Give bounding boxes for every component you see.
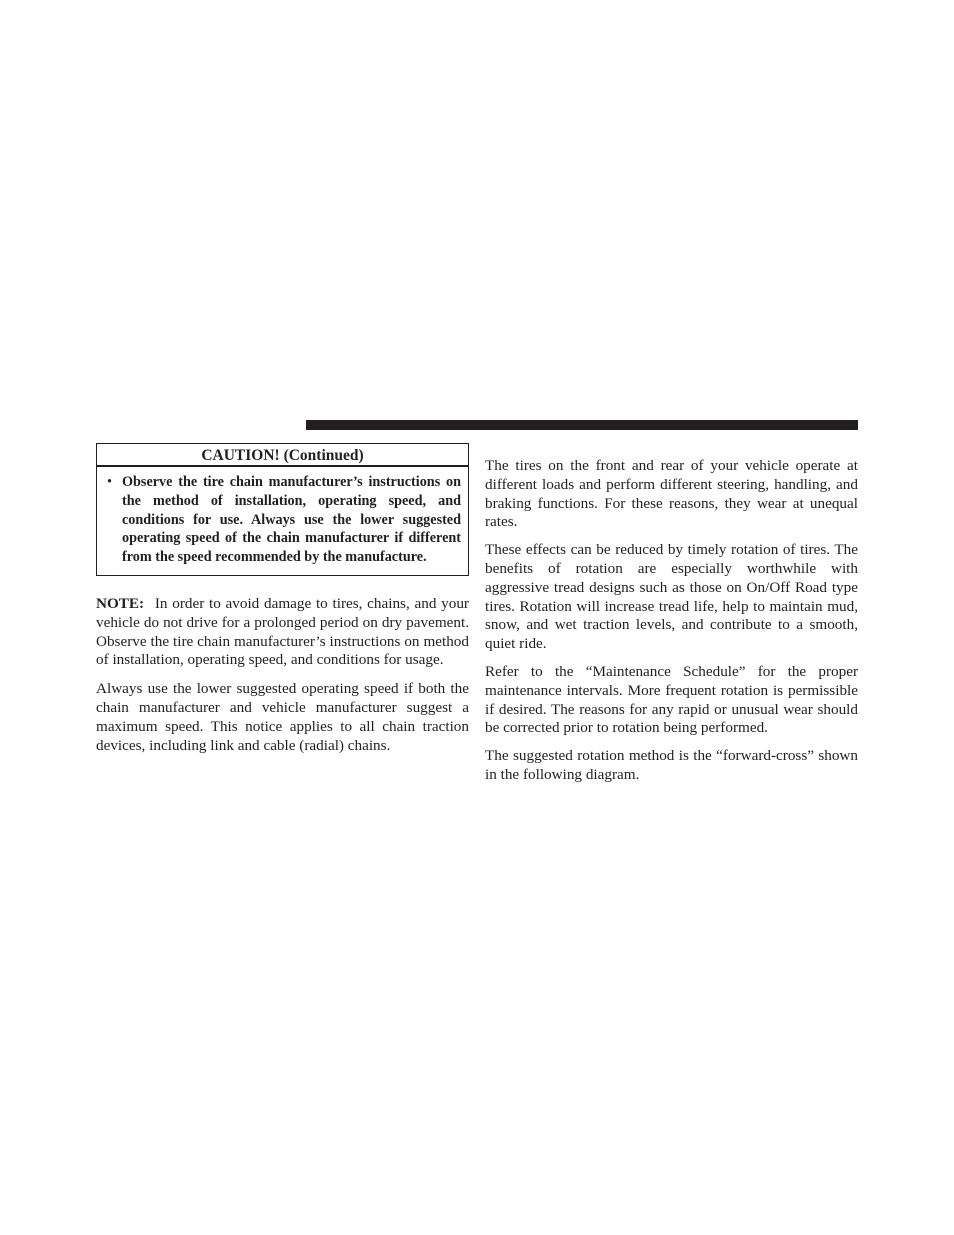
caution-item-text: Observe the tire chain manufacturer’s instructions on the method of installation, operating speed, and conditions for use. Always use the lower suggested operating speed of the chain manufacturer if different from the speed recommended by the manufacture. [122,474,461,566]
chain-speed-paragraph: Always use the lower suggested operating speed if both the chain manufacturer and vehicle manufacturer suggest a maximum speed. This notice applies to all chain traction devices, including link and cable (radial) chains. [96,680,469,754]
note-paragraph [96,595,469,670]
rotation-benefits-paragraph: These effects can be reduced by timely rotation of tires. The benefits of rotation are especially worthwhile with aggressive tread designs such as those on On/Off Road type tires. Rotation will increase tread life, help to maintain mud, snow, and wet traction levels, and contribute to a smooth, quiet ride. [485,541,858,653]
rotation-method-paragraph: The suggested rotation method is the “forward-cross” shown in the following diagram. [485,747,858,783]
caution-box [96,443,469,576]
note-label: NOTE: [96,594,145,612]
note-text: In order to avoid damage to tires, chains, and your vehicle do not drive for a prolonged period on dry pavement. Observe the tire chain manufacturer’s instructions on method of installation, operating speed, and conditions for usage. [96,594,469,669]
caution-item [107,473,461,567]
tire-wear-paragraph: The tires on the front and rear of your vehicle operate at different loads and perform different steering, handling, and braking functions. For these reasons, they wear at unequal rates. [485,457,858,531]
bullet-icon: • [107,474,112,490]
caution-heading: CAUTION! (Continued) [97,444,468,467]
maintenance-schedule-paragraph: Refer to the “Maintenance Schedule” for the proper maintenance intervals. More frequent rotation is permissible if desired. The reasons for any rapid or unusual wear should be corrected prior to rotation being performed. [485,662,858,737]
left-column [96,443,469,755]
caution-list [97,467,468,575]
right-column [485,457,858,785]
section-header-bar [306,420,858,430]
